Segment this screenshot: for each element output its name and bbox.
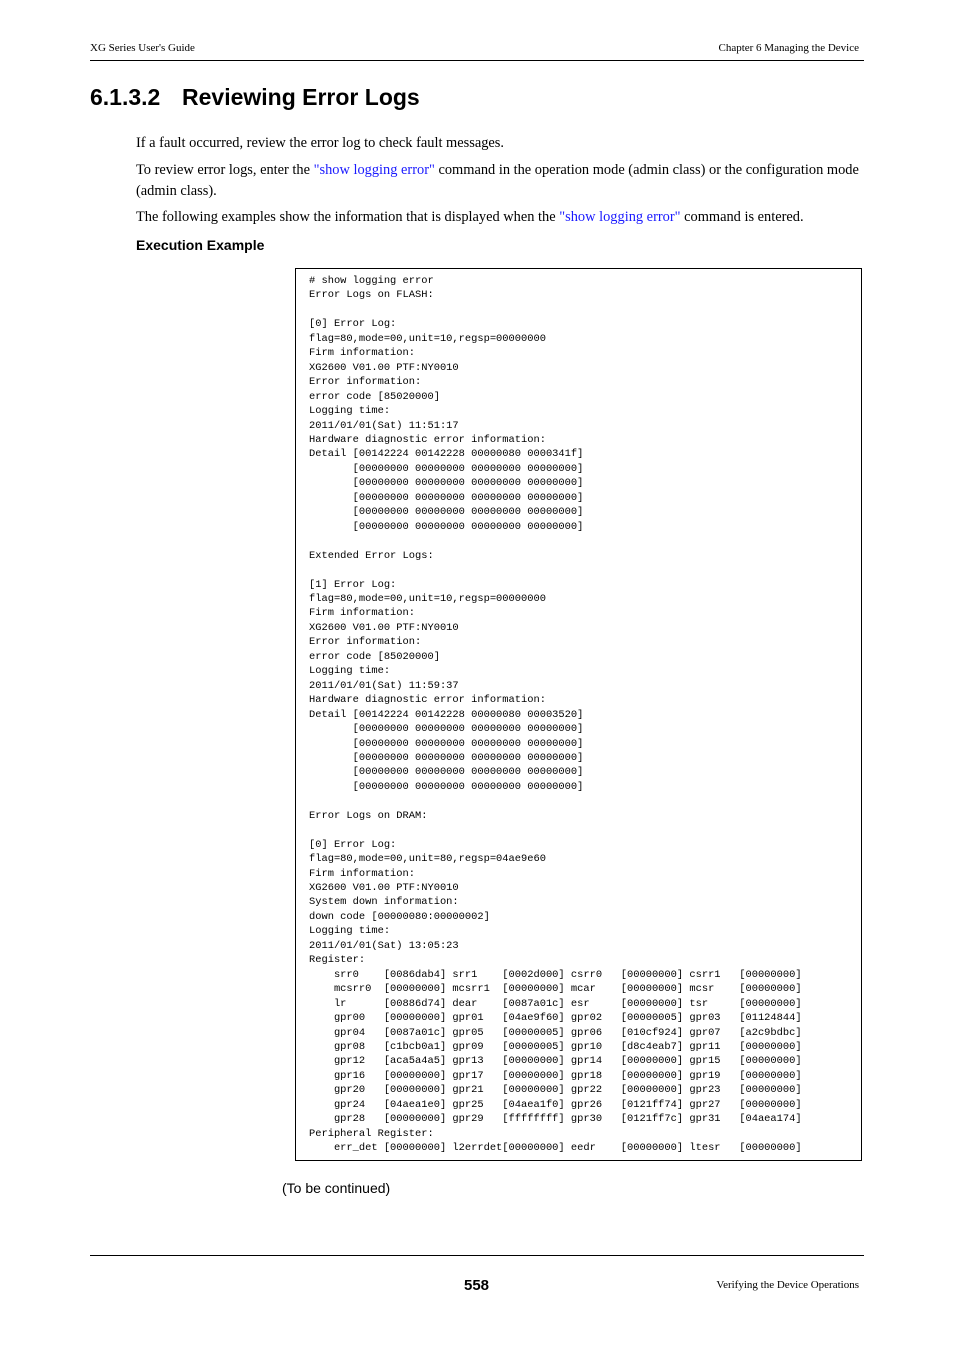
code-line: Hardware diagnostic error information:	[309, 694, 546, 707]
code-line: flag=80,mode=00,unit=10,regsp=00000000	[309, 592, 546, 605]
instruction-text-before: To review error logs, enter the	[136, 162, 314, 178]
code-line: Detail [00142224 00142228 00000080 0000341f]	[309, 448, 584, 461]
footer-rule	[90, 1255, 864, 1256]
code-line: gpr28 [00000000] gpr29 [ffffffff] gpr30 [0121ff7c] gpr31 [04aea174]	[309, 1113, 802, 1126]
code-line: [1] Error Log:	[309, 578, 397, 591]
section-title: Reviewing Error Logs	[182, 84, 420, 110]
instruction-paragraph	[136, 160, 861, 202]
code-line: gpr12 [aca5a4a5] gpr13 [00000000] gpr14 [00000000] gpr15 [00000000]	[309, 1055, 802, 1068]
code-line: Extended Error Logs:	[309, 549, 434, 562]
code-line: [00000000 00000000 00000000 00000000]	[309, 491, 584, 504]
running-header-left: XG Series User's Guide	[90, 42, 195, 54]
code-line: gpr24 [04aea1e0] gpr25 [04aea1f0] gpr26 [0121ff74] gpr27 [00000000]	[309, 1098, 802, 1111]
section-heading	[90, 84, 420, 111]
code-line: Firm information:	[309, 607, 416, 620]
show-logging-error-link[interactable]: "show logging error"	[313, 162, 435, 178]
code-line: err_det [00000000] l2errdet[00000000] eedr [00000000] ltesr [00000000]	[309, 1142, 802, 1155]
code-line: Error information:	[309, 636, 422, 649]
code-line: error code [85020000]	[309, 650, 440, 663]
code-line: [00000000 00000000 00000000 00000000]	[309, 477, 584, 490]
code-line: XG2600 V01.00 PTF:NY0010	[309, 621, 459, 634]
code-line: flag=80,mode=00,unit=80,regsp=04ae9e60	[309, 853, 546, 866]
code-line: [00000000 00000000 00000000 00000000]	[309, 737, 584, 750]
code-line: 2011/01/01(Sat) 11:59:37	[309, 679, 459, 692]
code-line: 2011/01/01(Sat) 13:05:23	[309, 939, 459, 952]
code-line: srr0 [0086dab4] srr1 [0002d000] csrr0 [00000000] csrr1 [00000000]	[309, 968, 802, 981]
code-line: [0] Error Log:	[309, 838, 397, 851]
code-line: Register:	[309, 954, 366, 967]
code-line: [00000000 00000000 00000000 00000000]	[309, 723, 584, 736]
code-line: gpr08 [c1bcb0a1] gpr09 [00000005] gpr10 [d8c4eab7] gpr11 [00000000]	[309, 1041, 802, 1054]
header-rule	[90, 60, 864, 61]
command-output	[309, 274, 802, 1156]
code-line: gpr16 [00000000] gpr17 [00000000] gpr18 [00000000] gpr19 [00000000]	[309, 1069, 802, 1082]
code-line: Error Logs on DRAM:	[309, 809, 428, 822]
code-line: Error information:	[309, 376, 422, 389]
code-line: lr [00886d74] dear [0087a01c] esr [00000000] tsr [00000000]	[309, 997, 802, 1010]
code-line: gpr00 [00000000] gpr01 [04ae9f60] gpr02 [00000005] gpr03 [01124844]	[309, 1012, 802, 1025]
running-header-right: Chapter 6 Managing the Device	[718, 42, 859, 54]
page-number: 558	[464, 1277, 490, 1294]
code-line: [00000000 00000000 00000000 00000000]	[309, 506, 584, 519]
example-text-before: The following examples show the information that is displayed when the	[136, 209, 560, 225]
example-paragraph	[136, 207, 861, 228]
code-line: XG2600 V01.00 PTF:NY0010	[309, 361, 459, 374]
section-number: 6.1.3.2	[90, 84, 161, 110]
code-line: XG2600 V01.00 PTF:NY0010	[309, 882, 459, 895]
running-footer-right: Verifying the Device Operations	[716, 1279, 859, 1291]
code-line: System down information:	[309, 896, 459, 909]
execution-example-box	[295, 268, 862, 1161]
code-line: gpr20 [00000000] gpr21 [00000000] gpr22 [00000000] gpr23 [00000000]	[309, 1084, 802, 1097]
code-line: # show logging error	[309, 275, 434, 287]
code-line: [00000000 00000000 00000000 00000000]	[309, 520, 584, 533]
code-line: Peripheral Register:	[309, 1127, 434, 1140]
code-line: Logging time:	[309, 925, 391, 938]
continued-note: (To be continued)	[282, 1180, 391, 1196]
code-line: Error Logs on FLASH:	[309, 289, 434, 302]
code-line: 2011/01/01(Sat) 11:51:17	[309, 419, 459, 432]
code-line: Firm information:	[309, 347, 416, 360]
example-text-after: command is entered.	[680, 209, 804, 225]
code-line: mcsrr0 [00000000] mcsrr1 [00000000] mcar [00000000] mcsr [00000000]	[309, 983, 802, 996]
code-line: Logging time:	[309, 405, 391, 418]
code-line: down code [00000080:00000002]	[309, 910, 490, 923]
code-line: error code [85020000]	[309, 390, 440, 403]
code-line: [00000000 00000000 00000000 00000000]	[309, 751, 584, 764]
code-line: Firm information:	[309, 867, 416, 880]
code-line: Logging time:	[309, 665, 391, 678]
code-line: gpr04 [0087a01c] gpr05 [00000005] gpr06 [010cf924] gpr07 [a2c9bdbc]	[309, 1026, 802, 1039]
intro-paragraph: If a fault occurred, review the error log to check fault messages.	[136, 135, 504, 151]
code-line: Hardware diagnostic error information:	[309, 433, 546, 446]
code-line: [00000000 00000000 00000000 00000000]	[309, 766, 584, 779]
code-line: [0] Error Log:	[309, 318, 397, 331]
show-logging-error-link-2[interactable]: "show logging error"	[559, 209, 681, 225]
code-line: [00000000 00000000 00000000 00000000]	[309, 780, 584, 793]
code-line: flag=80,mode=00,unit=10,regsp=00000000	[309, 332, 546, 345]
execution-example-heading: Execution Example	[136, 237, 265, 253]
code-line: Detail [00142224 00142228 00000080 00003520]	[309, 708, 584, 721]
instruction-text-after: command in the operation mode (admin class) or the configuration mode (admin class).	[136, 162, 859, 199]
code-line: [00000000 00000000 00000000 00000000]	[309, 462, 584, 475]
